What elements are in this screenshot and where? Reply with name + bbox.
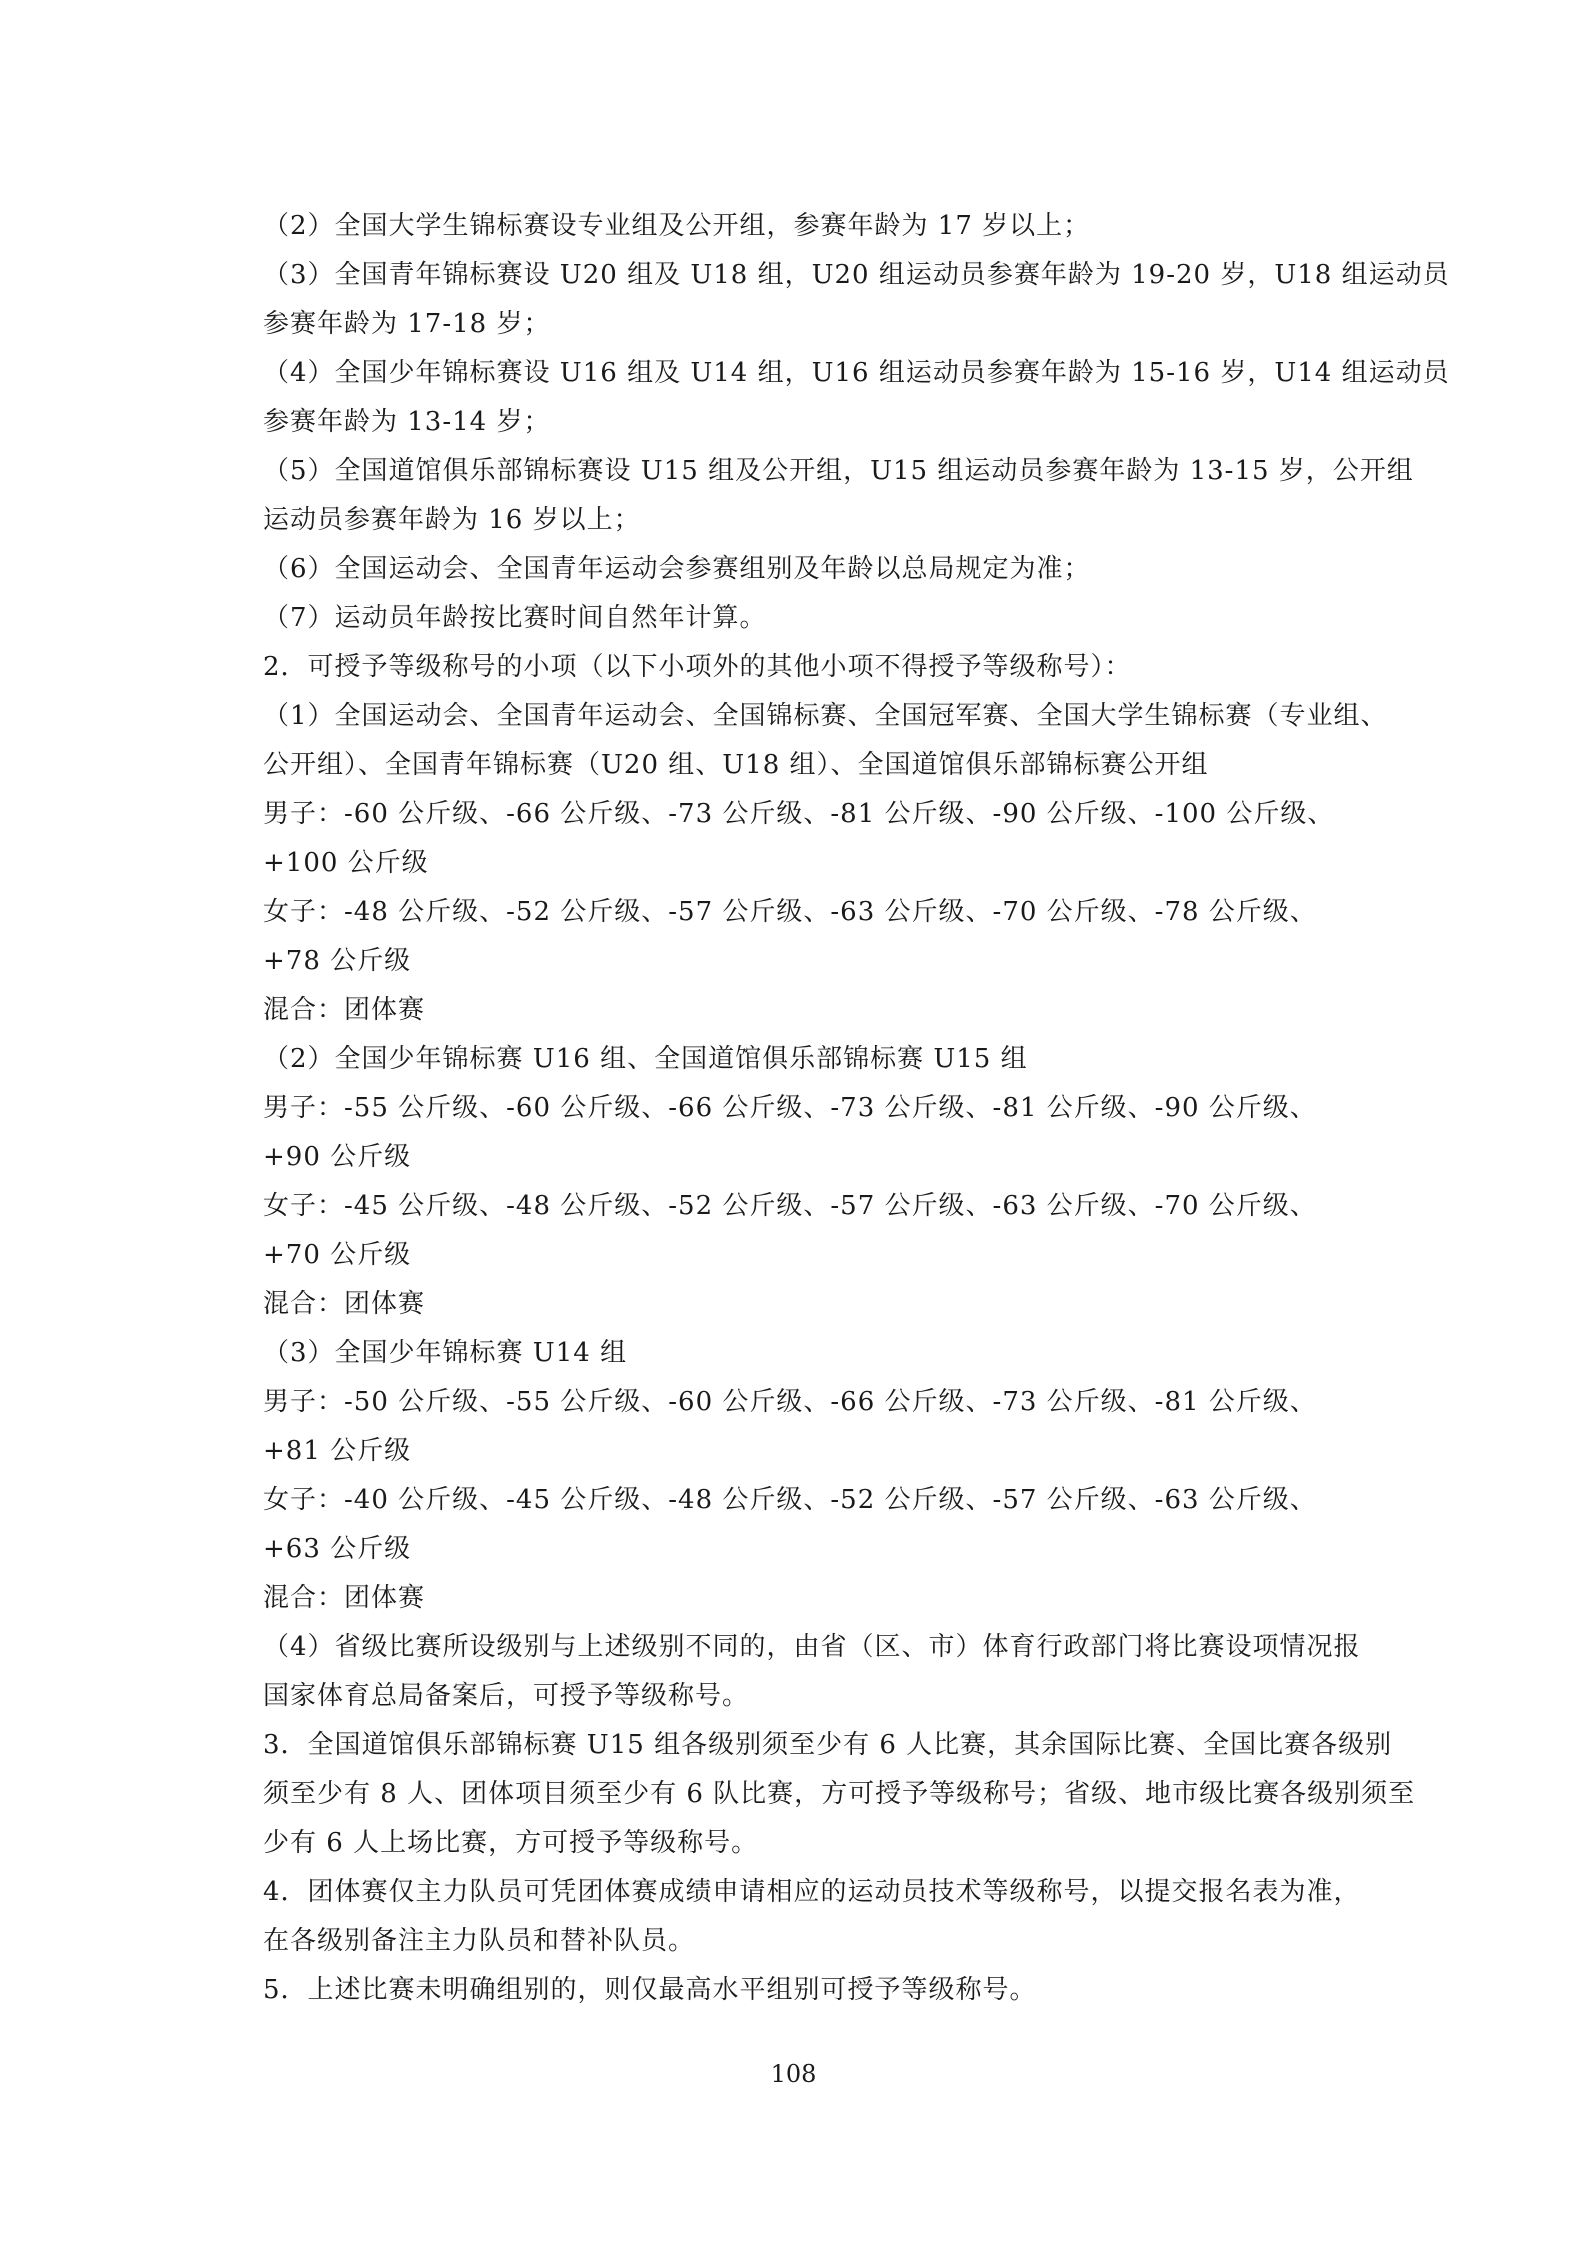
text-line: +100 公斤级 <box>263 848 429 878</box>
paragraph <box>205 692 1388 790</box>
paragraph <box>205 1329 1385 1378</box>
text-line: 国家体育总局备案后，可授予等级称号。 <box>263 1681 750 1711</box>
text-line: （4）全国少年锦标赛设 U16 组及 U14 组，U16 组运动员参赛年龄为 15-16 岁，U14 组运动员 <box>263 358 1450 388</box>
paragraph <box>205 594 1385 643</box>
text-line: 运动员参赛年龄为 16 岁以上； <box>263 505 641 535</box>
document-body <box>205 202 1450 2015</box>
page-number: 108 <box>770 2060 817 2088</box>
text-line: （4）省级比赛所设级别与上述级别不同的，由省（区、市）体育行政部门将比赛设项情况报 <box>263 1632 1361 1662</box>
text-line: 须至少有 8 人、团体项目须至少有 6 队比赛，方可授予等级称号；省级、地市级比赛各级别须至 <box>263 1779 1416 1809</box>
text-line: （6）全国运动会、全国青年运动会参赛组别及年龄以总局规定为准； <box>263 554 1091 584</box>
text-line: +90 公斤级 <box>263 1142 412 1172</box>
text-line: 混合：团体赛 <box>263 995 426 1025</box>
text-line: 女子：-40 公斤级、-45 公斤级、-48 公斤级、-52 公斤级、-57 公斤级、-63 公斤级、 <box>263 1485 1317 1515</box>
paragraph <box>205 447 1414 545</box>
paragraph <box>205 1035 1385 1084</box>
text-line: （5）全国道馆俱乐部锦标赛设 U15 组及公开组，U15 组运动员参赛年龄为 13-15 岁，公开组 <box>263 456 1414 486</box>
text-line: 3．全国道馆俱乐部锦标赛 U15 组各级别须至少有 6 人比赛，其余国际比赛、全国比赛各级别 <box>263 1730 1393 1760</box>
paragraph <box>205 1623 1385 1721</box>
weight-class-list <box>205 1182 1385 1280</box>
paragraph <box>205 349 1450 447</box>
text-line: 2．可授予等级称号的小项（以下小项外的其他小项不得授予等级称号）： <box>263 652 1132 682</box>
weight-class-list <box>205 1280 1385 1329</box>
text-line: 男子：-50 公斤级、-55 公斤级、-60 公斤级、-66 公斤级、-73 公斤级、-81 公斤级、 <box>263 1387 1317 1417</box>
text-line: （3）全国青年锦标赛设 U20 组及 U18 组，U20 组运动员参赛年龄为 19-20 岁，U18 组运动员 <box>263 260 1450 290</box>
text-line: 公开组）、全国青年锦标赛（U20 组、U18 组）、全国道馆俱乐部锦标赛公开组 <box>263 750 1209 780</box>
text-line: 参赛年龄为 13-14 岁； <box>263 407 551 437</box>
text-line: 少有 6 人上场比赛，方可授予等级称号。 <box>263 1828 759 1858</box>
text-line: 在各级别备注主力队员和替补队员。 <box>263 1926 696 1956</box>
text-line: 男子：-60 公斤级、-66 公斤级、-73 公斤级、-81 公斤级、-90 公斤级、-100 公斤级、 <box>263 799 1335 829</box>
text-line: 女子：-48 公斤级、-52 公斤级、-57 公斤级、-63 公斤级、-70 公斤级、-78 公斤级、 <box>263 897 1317 927</box>
text-line: 5．上述比赛未明确组别的，则仅最高水平组别可授予等级称号。 <box>263 1975 1037 2005</box>
paragraph <box>205 1721 1416 1868</box>
paragraph <box>205 1966 1385 2015</box>
text-line: （1）全国运动会、全国青年运动会、全国锦标赛、全国冠军赛、全国大学生锦标赛（专业组、 <box>263 701 1388 731</box>
text-line: （2）全国大学生锦标赛设专业组及公开组，参赛年龄为 17 岁以上； <box>263 211 1091 241</box>
weight-class-list <box>205 1084 1385 1182</box>
text-line: 混合：团体赛 <box>263 1289 426 1319</box>
text-line: 女子：-45 公斤级、-48 公斤级、-52 公斤级、-57 公斤级、-63 公斤级、-70 公斤级、 <box>263 1191 1317 1221</box>
paragraph <box>205 1868 1385 1966</box>
text-line: （7）运动员年龄按比赛时间自然年计算。 <box>263 603 767 633</box>
weight-class-list <box>205 1476 1385 1574</box>
paragraph <box>205 545 1385 594</box>
weight-class-list <box>205 888 1385 986</box>
text-line: 参赛年龄为 17-18 岁； <box>263 309 551 339</box>
text-line: +70 公斤级 <box>263 1240 412 1270</box>
weight-class-list <box>205 1378 1385 1476</box>
weight-class-list <box>205 790 1385 888</box>
text-line: +63 公斤级 <box>263 1534 412 1564</box>
text-line: +78 公斤级 <box>263 946 412 976</box>
paragraph <box>205 643 1385 692</box>
paragraph <box>205 251 1450 349</box>
weight-class-list <box>205 986 1385 1035</box>
text-line: 混合：团体赛 <box>263 1583 426 1613</box>
text-line: 男子：-55 公斤级、-60 公斤级、-66 公斤级、-73 公斤级、-81 公斤级、-90 公斤级、 <box>263 1093 1317 1123</box>
paragraph <box>205 202 1385 251</box>
text-line: （3）全国少年锦标赛 U14 组 <box>263 1338 628 1368</box>
text-line: 4．团体赛仅主力队员可凭团体赛成绩申请相应的运动员技术等级称号，以提交报名表为准， <box>263 1877 1361 1907</box>
weight-class-list <box>205 1574 1385 1623</box>
text-line: （2）全国少年锦标赛 U16 组、全国道馆俱乐部锦标赛 U15 组 <box>263 1044 1028 1074</box>
text-line: +81 公斤级 <box>263 1436 412 1466</box>
